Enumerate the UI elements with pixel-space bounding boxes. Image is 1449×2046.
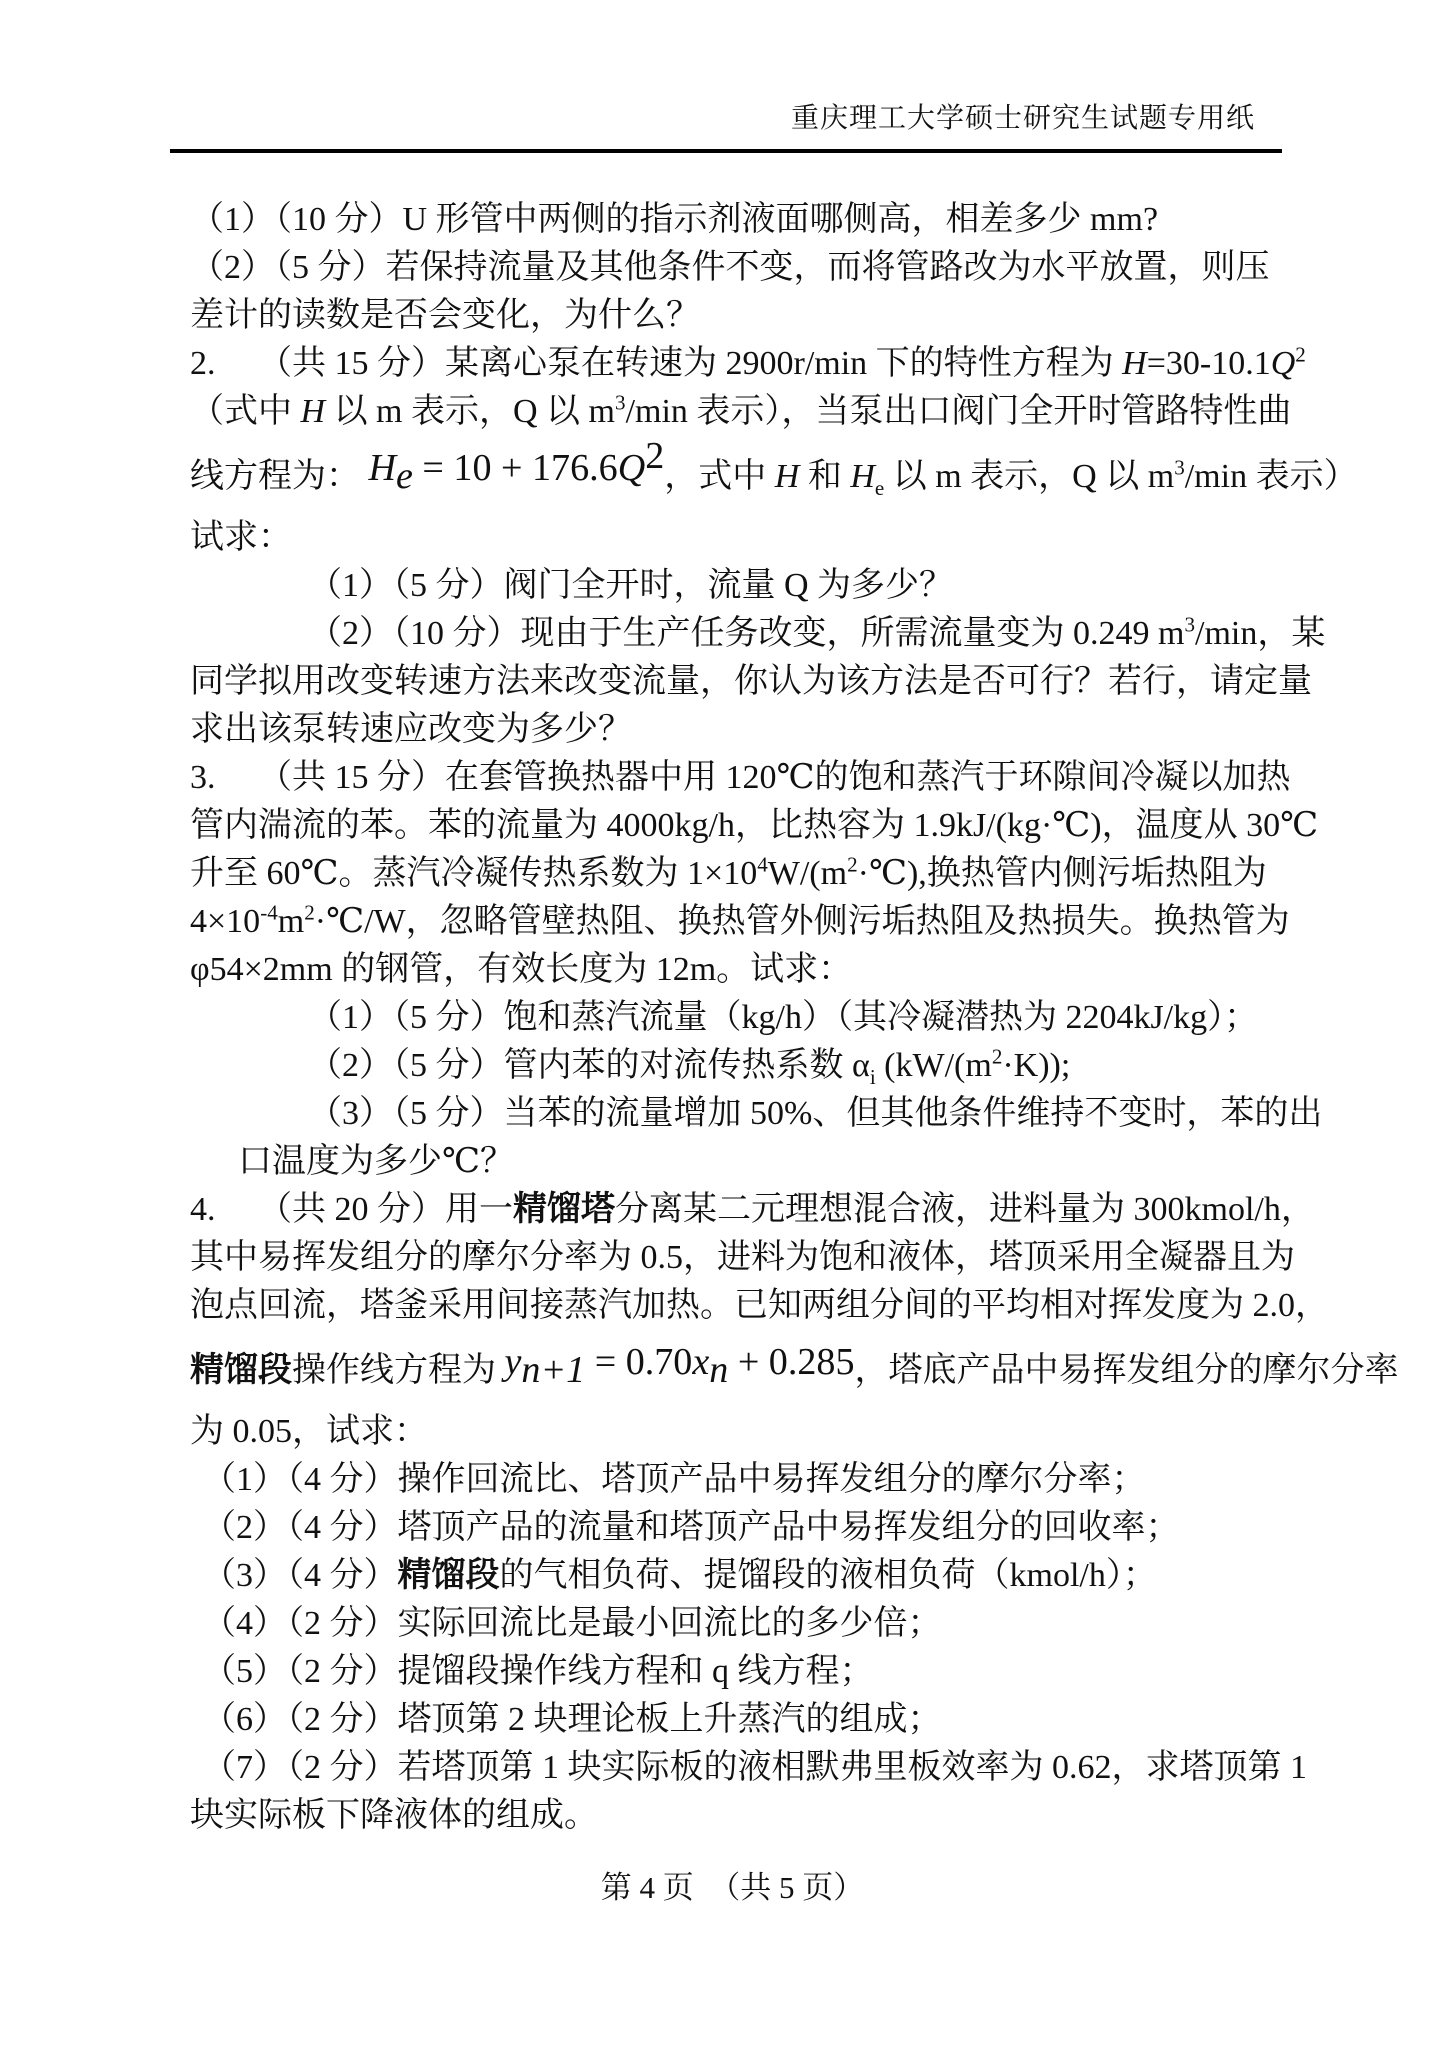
text-run: 2	[645, 434, 665, 477]
text-line	[190, 1042, 1275, 1090]
text-run: 以 m 表示，Q 以 m	[884, 458, 1175, 495]
text-run: 同学拟用改变转速方法来改变流量，你认为该方法是否可行？若行，请定量	[190, 663, 1312, 700]
text-line	[190, 1282, 1329, 1330]
text-run: （2）（4 分）塔顶产品的流量和塔顶产品中易挥发组分的回收率；	[202, 1509, 1180, 1546]
text-run: y	[504, 1341, 522, 1383]
text-line	[190, 898, 1290, 946]
text-run: 块实际板下降液体的组成。	[190, 1797, 598, 1834]
text-run: （4）（2 分）实际回流比是最小回流比的多少倍；	[202, 1605, 942, 1642]
text-run: 的气相负荷、提馏段的液相负荷（kmol/h）；	[499, 1557, 1157, 1594]
text-run: （5）（2 分）提馏段操作线方程和 q 线方程；	[202, 1653, 874, 1690]
text-line	[190, 1552, 1275, 1600]
text-run: 升至 60℃。蒸汽冷凝传热系数为 1×10	[190, 855, 758, 892]
text-run: + 0.285	[728, 1341, 855, 1383]
text-run: ·℃/W，忽略管壁热阻、换热管外侧污垢热阻及热损失。换热管为	[314, 903, 1290, 940]
text-run: 2	[304, 900, 315, 925]
text-line	[190, 1234, 1295, 1282]
text-line	[190, 1090, 1323, 1138]
text-line	[190, 1186, 1315, 1234]
text-run: H	[1122, 345, 1147, 382]
header-rule	[170, 149, 1282, 153]
text-run: 管内湍流的苯。苯的流量为 4000kg/h，比热容为 1.9kJ/(kg·℃)，温度从 30℃	[190, 807, 1319, 844]
text-run: H	[850, 458, 875, 495]
text-run: -4	[260, 900, 278, 925]
text-run: i	[869, 1064, 876, 1089]
text-run: ，式中	[664, 458, 775, 495]
text-run: （2）（5 分）管内苯的对流传热系数 α	[308, 1047, 870, 1084]
text-run: 3	[1174, 455, 1185, 480]
text-run: φ54×2mm 的钢管，有效长度为 12m。试求：	[190, 951, 853, 988]
page-number: 第 4 页 （共 5 页）	[600, 1870, 865, 1905]
text-run: ，塔底产品中易挥发组分的摩尔分率	[854, 1352, 1399, 1389]
text-run: 精馏段	[190, 1352, 292, 1389]
text-line	[190, 1330, 1399, 1408]
text-run: x	[692, 1341, 710, 1383]
text-run: （3）（4 分）	[202, 1557, 398, 1594]
text-line	[190, 340, 1306, 388]
text-line	[190, 1744, 1307, 1792]
text-run: 2	[991, 1044, 1003, 1069]
text-run: = 10 + 176.6	[412, 447, 618, 489]
text-run: 2	[847, 852, 858, 877]
text-run: e	[396, 454, 413, 497]
text-line	[190, 388, 1292, 436]
text-run: 精馏段	[397, 1557, 500, 1594]
text-run: H	[368, 447, 396, 489]
text-run: 为 0.05，试求：	[190, 1413, 428, 1450]
text-run: /min，某	[1195, 615, 1326, 652]
text-line	[190, 994, 1275, 1042]
text-line	[190, 514, 1275, 562]
text-line	[190, 1696, 1275, 1744]
text-run: n+1	[521, 1348, 586, 1391]
text-run: 泡点回流，塔釜采用间接蒸汽加热。已知两组分间的平均相对挥发度为 2.0，	[190, 1287, 1329, 1324]
text-line	[190, 658, 1312, 706]
text-line	[190, 562, 1275, 610]
text-run: （1）（10 分）U 形管中两侧的指示剂液面哪侧高，相差多少 mm?	[190, 201, 1159, 238]
text-run: H	[774, 458, 800, 495]
text-run: 和	[799, 458, 851, 495]
text-run: 4×10	[190, 903, 261, 940]
text-run: 操作线方程为	[292, 1352, 505, 1389]
text-line	[190, 1504, 1275, 1552]
text-line	[190, 196, 1275, 244]
text-run: (kW/(m	[875, 1047, 992, 1084]
text-run: H	[300, 393, 326, 430]
text-line	[190, 244, 1275, 292]
text-run: 2. （共 15 分）某离心泵在转速为 2900r/min 下的特性方程为	[190, 345, 1123, 382]
text-run: 口温度为多少℃？	[238, 1143, 515, 1180]
text-line	[190, 754, 1291, 802]
text-run: 精馏塔	[513, 1191, 615, 1228]
text-run: W/(m	[767, 855, 848, 892]
text-line	[190, 706, 1275, 754]
text-run: （1）（5 分）饱和蒸汽流量（kg/h）（其冷凝潜热为 2204kJ/kg）；	[308, 999, 1259, 1036]
page-header-title: 重庆理工大学硕士研究生试题专用纸	[790, 103, 1255, 134]
text-run: 差计的读数是否会变化，为什么？	[190, 297, 700, 334]
text-run: 试求：	[190, 519, 292, 556]
text-line	[190, 850, 1275, 898]
text-run: 4	[757, 852, 768, 877]
text-run: （7）（2 分）若塔顶第 1 块实际板的液相默弗里板效率为 0.62，求塔顶第 1	[202, 1749, 1307, 1786]
text-run: /min 表示），当泵出口阀门全开时管路特性曲	[625, 393, 1292, 430]
text-line	[190, 434, 1358, 514]
text-run: ·K));	[1002, 1047, 1071, 1084]
document-body	[190, 196, 1399, 1840]
text-run: （6）（2 分）塔顶第 2 块理论板上升蒸汽的组成；	[202, 1701, 942, 1738]
text-run: 4. （共 20 分）用一	[190, 1191, 513, 1228]
text-line	[190, 1456, 1275, 1504]
text-line	[190, 292, 1275, 340]
text-run: =30-10.1	[1146, 345, 1271, 382]
text-run: m	[277, 903, 305, 940]
text-run: 其中易挥发组分的摩尔分率为 0.5，进料为饱和液体，塔顶采用全凝器且为	[190, 1239, 1295, 1276]
text-run: /min 表示）	[1184, 458, 1358, 495]
text-run: e	[874, 475, 885, 500]
text-run: = 0.70	[585, 1341, 693, 1383]
text-run: n	[709, 1348, 729, 1391]
text-run: 线方程为：	[190, 458, 369, 495]
text-run: （1）（5 分）阀门全开时，流量 Q 为多少？	[308, 567, 954, 604]
text-run: Q	[617, 447, 646, 489]
text-line	[190, 946, 1275, 994]
text-line	[190, 1792, 1275, 1840]
text-run: （3）（5 分）当苯的流量增加 50%、但其他条件维持不变时，苯的出	[308, 1095, 1323, 1132]
text-line	[190, 1408, 1275, 1456]
text-run: 求出该泵转速应改变为多少？	[190, 711, 632, 748]
text-run: 3	[1184, 612, 1195, 637]
text-line	[190, 610, 1326, 658]
text-run: （2）（10 分）现由于生产任务改变，所需流量变为 0.249 m	[308, 615, 1185, 652]
text-run: （2）（5 分）若保持流量及其他条件不变，而将管路改为水平放置，则压	[190, 249, 1270, 286]
text-run: 以 m 表示，Q 以 m	[325, 393, 616, 430]
text-run: 3. （共 15 分）在套管换热器中用 120℃的饱和蒸汽于环隙间冷凝以加热	[190, 759, 1291, 796]
text-line	[190, 802, 1319, 850]
text-run: Q	[1270, 345, 1296, 382]
text-line	[190, 1600, 1275, 1648]
text-line	[190, 1648, 1275, 1696]
text-run: （式中	[190, 393, 301, 430]
text-run: 3	[615, 390, 626, 415]
text-run: （1）（4 分）操作回流比、塔顶产品中易挥发组分的摩尔分率；	[202, 1461, 1146, 1498]
text-run: 2	[1295, 342, 1306, 367]
text-run: 分离某二元理想混合液，进料量为 300kmol/h，	[615, 1191, 1315, 1228]
text-line	[190, 1138, 1275, 1186]
text-run: ·℃),换热管内侧污垢热阻为	[857, 855, 1267, 892]
